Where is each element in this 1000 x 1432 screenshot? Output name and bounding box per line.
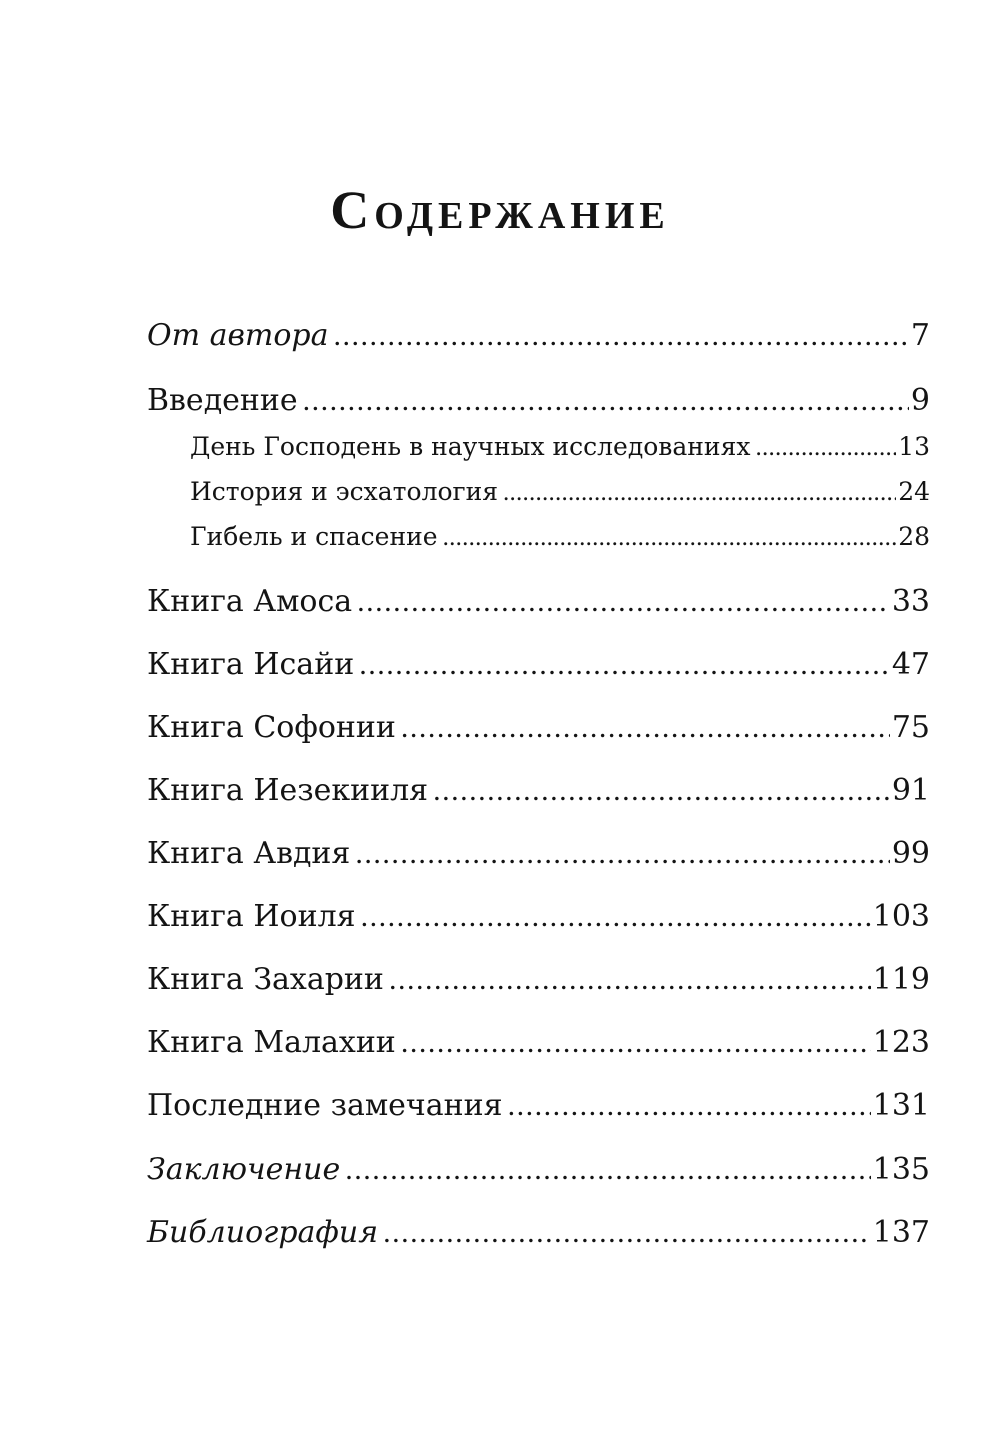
toc-entry-page: 33 xyxy=(891,584,930,619)
dot-leader xyxy=(357,585,890,619)
dot-leader xyxy=(755,434,896,462)
toc-subentry-destruction-salvation[interactable] xyxy=(190,522,930,552)
toc-entry-label: Книга Малахии xyxy=(147,1025,396,1060)
toc-entry-label: Введение xyxy=(147,383,298,418)
toc-entry-page: 99 xyxy=(891,836,930,871)
toc-entry-page: 7 xyxy=(910,318,930,353)
dot-leader xyxy=(361,900,871,934)
toc-entry-bibliography[interactable] xyxy=(147,1215,930,1250)
toc-entry-label: Книга Авдия xyxy=(147,836,351,871)
dot-leader xyxy=(389,963,871,997)
toc-entry-label: От автора xyxy=(147,318,329,353)
toc-entry-page: 24 xyxy=(898,477,930,506)
toc-entry-joel[interactable] xyxy=(147,899,930,934)
toc-entry-page: 103 xyxy=(872,899,930,934)
toc-entry-amos[interactable] xyxy=(147,584,930,619)
toc-entry-label: Гибель и спасение xyxy=(190,522,438,551)
toc-entry-page: 28 xyxy=(898,522,930,551)
toc-entry-label: Книга Захарии xyxy=(147,962,384,997)
toc-entry-page: 135 xyxy=(872,1152,930,1187)
toc-entry-malachi[interactable] xyxy=(147,1025,930,1060)
toc-entry-label: День Господень в научных исследованиях xyxy=(190,432,751,461)
dot-leader xyxy=(303,384,909,418)
toc-entry-isaiah[interactable] xyxy=(147,647,930,682)
toc-entry-label: Книга Софонии xyxy=(147,710,396,745)
dot-leader xyxy=(383,1216,871,1250)
toc-entry-page: 91 xyxy=(891,773,930,808)
toc-subentry-day-of-lord-research[interactable] xyxy=(190,432,930,462)
toc-entry-page: 131 xyxy=(872,1088,930,1123)
toc-entry-label: Книга Амоса xyxy=(147,584,353,619)
dot-leader xyxy=(334,319,909,353)
dot-leader xyxy=(355,837,889,871)
toc-entry-label: Последние замечания xyxy=(147,1088,503,1123)
toc-entry-zephaniah[interactable] xyxy=(147,710,930,745)
toc-entry-introduction[interactable] xyxy=(147,383,930,418)
toc-entry-page: 119 xyxy=(872,962,930,997)
toc-subentry-history-eschatology[interactable] xyxy=(190,477,930,507)
toc-entry-page: 13 xyxy=(898,432,930,461)
toc-entry-label: Библиография xyxy=(147,1215,379,1250)
toc-entry-label: Заключение xyxy=(147,1152,341,1187)
dot-leader xyxy=(359,648,890,682)
toc-entry-label: Книга Исайи xyxy=(147,647,355,682)
dot-leader xyxy=(401,711,890,745)
dot-leader xyxy=(443,524,897,552)
toc-entry-final-remarks[interactable] xyxy=(147,1088,930,1123)
toc-entry-label: Книга Иезекииля xyxy=(147,773,429,808)
dot-leader xyxy=(401,1026,871,1060)
toc-entry-page: 9 xyxy=(910,383,930,418)
dot-leader xyxy=(508,1089,871,1123)
dot-leader xyxy=(503,479,896,507)
toc-entry-page: 75 xyxy=(891,710,930,745)
dot-leader xyxy=(433,774,890,808)
toc-entry-from-author[interactable] xyxy=(147,318,930,353)
toc-entry-obadiah[interactable] xyxy=(147,836,930,871)
toc-entry-page: 137 xyxy=(872,1215,930,1250)
toc-entry-page: 47 xyxy=(891,647,930,682)
toc-entry-label: История и эсхатология xyxy=(190,477,499,506)
toc-entry-page: 123 xyxy=(872,1025,930,1060)
toc-entry-label: Книга Иоиля xyxy=(147,899,356,934)
page-title: Содержание xyxy=(330,180,670,240)
toc-entry-zechariah[interactable] xyxy=(147,962,930,997)
toc-entry-conclusion[interactable] xyxy=(147,1152,930,1187)
dot-leader xyxy=(345,1153,870,1187)
toc-entry-ezekiel[interactable] xyxy=(147,773,930,808)
